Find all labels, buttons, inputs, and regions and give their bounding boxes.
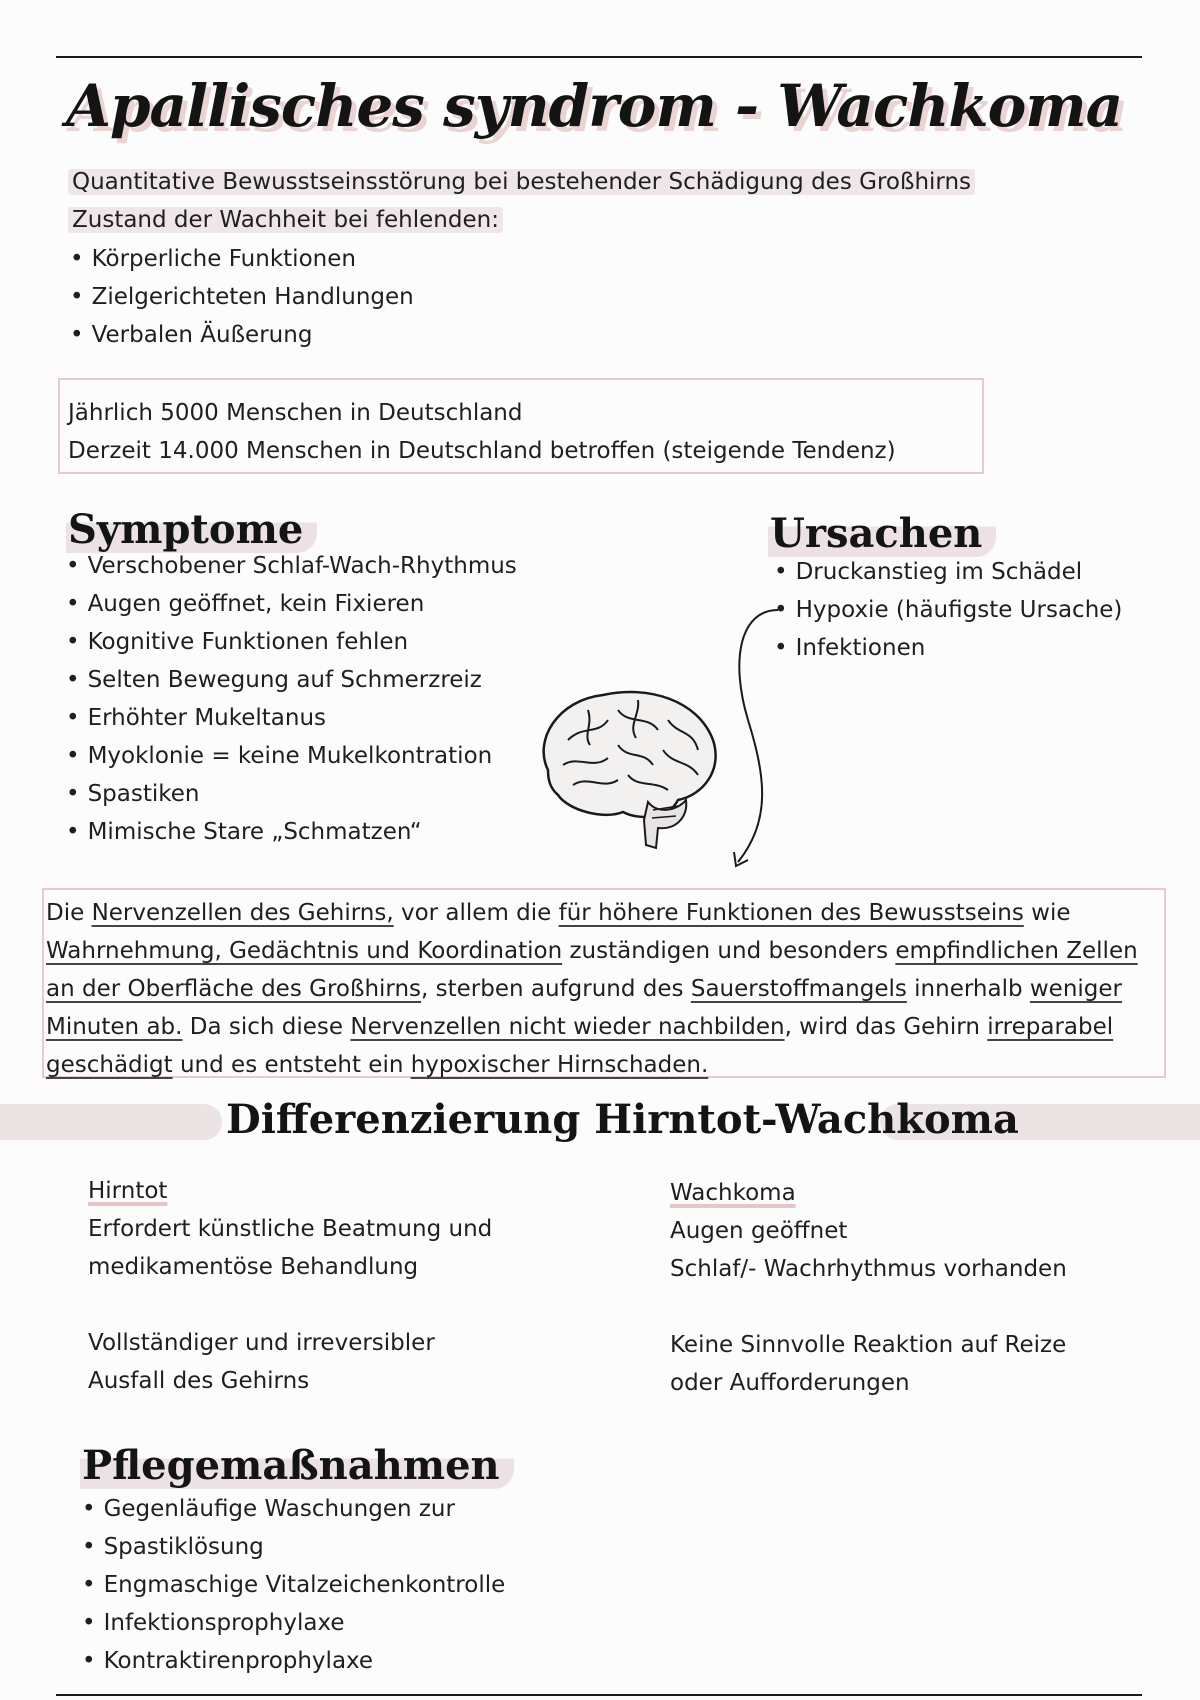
list-item: • Verschobener Schlaf-Wach-Rhythmus (66, 547, 517, 585)
list-item: • Gegenläufige Waschungen zur (82, 1490, 505, 1528)
list-item: • Engmaschige Vitalzeichenkontrolle (82, 1566, 505, 1604)
ursachen-heading: Ursachen (768, 510, 996, 557)
page-title: Apallisches syndrom - Wachkoma (66, 72, 1123, 140)
wachkoma-column (670, 1174, 1067, 1402)
list-item: • Erhöhter Mukeltanus (66, 699, 517, 737)
list-item: • Kontraktirenprophylaxe (82, 1642, 505, 1680)
symptome-list (66, 547, 517, 851)
heading-band-left (0, 1104, 222, 1140)
list-item: • Körperliche Funktionen (70, 240, 414, 278)
wachkoma-label: Wachkoma (670, 1180, 796, 1206)
list-item: • Druckanstieg im Schädel (774, 553, 1122, 591)
paragraph-line: an der Oberfläche des Großhirns, sterben aufgrund des Sauerstoffmangels innerhalb weniger (46, 976, 1123, 1002)
hirntot-column (88, 1172, 492, 1400)
hirntot-label: Hirntot (88, 1178, 168, 1204)
hirntot-text: Ausfall des Gehirns (88, 1368, 310, 1394)
list-item: • Myoklonie = keine Mukelkontration (66, 737, 517, 775)
ursachen-list (774, 553, 1122, 667)
spacer (88, 1286, 492, 1324)
list-item: • Spastiklösung (82, 1528, 505, 1566)
wachkoma-text: oder Aufforderungen (670, 1370, 910, 1396)
paragraph-line: Die Nervenzellen des Gehirns, vor allem die für höhere Funktionen des Bewusstseins wie (46, 900, 1071, 926)
intro-line-1: Quantitative Bewusstseinsstörung bei bestehender Schädigung des Großhirns (68, 163, 975, 201)
pflege-list (82, 1490, 505, 1680)
explanation-paragraph (42, 888, 1166, 1078)
list-item: • Mimische Stare „Schmatzen“ (66, 813, 517, 851)
list-item: • Selten Bewegung auf Schmerzreiz (66, 661, 517, 699)
brain-icon (528, 680, 728, 850)
stats-box (58, 378, 984, 474)
hirntot-text: medikamentöse Behandlung (88, 1254, 419, 1280)
list-item: • Kognitive Funktionen fehlen (66, 623, 517, 661)
hirntot-text: Erfordert künstliche Beatmung und (88, 1216, 493, 1242)
stats-line-1: Jährlich 5000 Menschen in Deutschland (68, 400, 523, 426)
list-item: • Augen geöffnet, kein Fixieren (66, 585, 517, 623)
bottom-rule (56, 1694, 1142, 1696)
diff-heading: Differenzierung Hirntot-Wachkoma (226, 1096, 1019, 1143)
paragraph-line: Minuten ab. Da sich diese Nervenzellen nicht wieder nachbilden, wird das Gehirn irreparabel (46, 1014, 1114, 1040)
paragraph-line: geschädigt und es entsteht ein hypoxischer Hirnschaden. (46, 1052, 709, 1078)
wachkoma-text: Schlaf/- Wachrhythmus vorhanden (670, 1256, 1067, 1282)
list-item: • Spastiken (66, 775, 517, 813)
wachkoma-text: Augen geöffnet (670, 1218, 848, 1244)
symptome-heading: Symptome (66, 506, 317, 553)
hirntot-text: Vollständiger und irreversibler (88, 1330, 435, 1356)
top-rule (56, 56, 1142, 58)
list-item: • Verbalen Äußerung (70, 316, 414, 354)
list-item: • Zielgerichteten Handlungen (70, 278, 414, 316)
list-item: • Hypoxie (häufigste Ursache) (774, 591, 1122, 629)
paragraph-line: Wahrnehmung, Gedächtnis und Koordination zuständigen und besonders empfindlichen Zellen (46, 938, 1138, 964)
wachkoma-text: Keine Sinnvolle Reaktion auf Reize (670, 1332, 1067, 1358)
list-item: • Infektionen (774, 629, 1122, 667)
intro-line-2: Zustand der Wachheit bei fehlenden: (68, 201, 503, 239)
intro-list (70, 240, 414, 354)
curved-arrow (720, 600, 790, 870)
stats-line-2: Derzeit 14.000 Menschen in Deutschland betroffen (steigende Tendenz) (68, 438, 896, 464)
list-item: • Infektionsprophylaxe (82, 1604, 505, 1642)
pflege-heading: Pflegemaßnahmen (80, 1442, 514, 1489)
spacer (670, 1288, 1067, 1326)
